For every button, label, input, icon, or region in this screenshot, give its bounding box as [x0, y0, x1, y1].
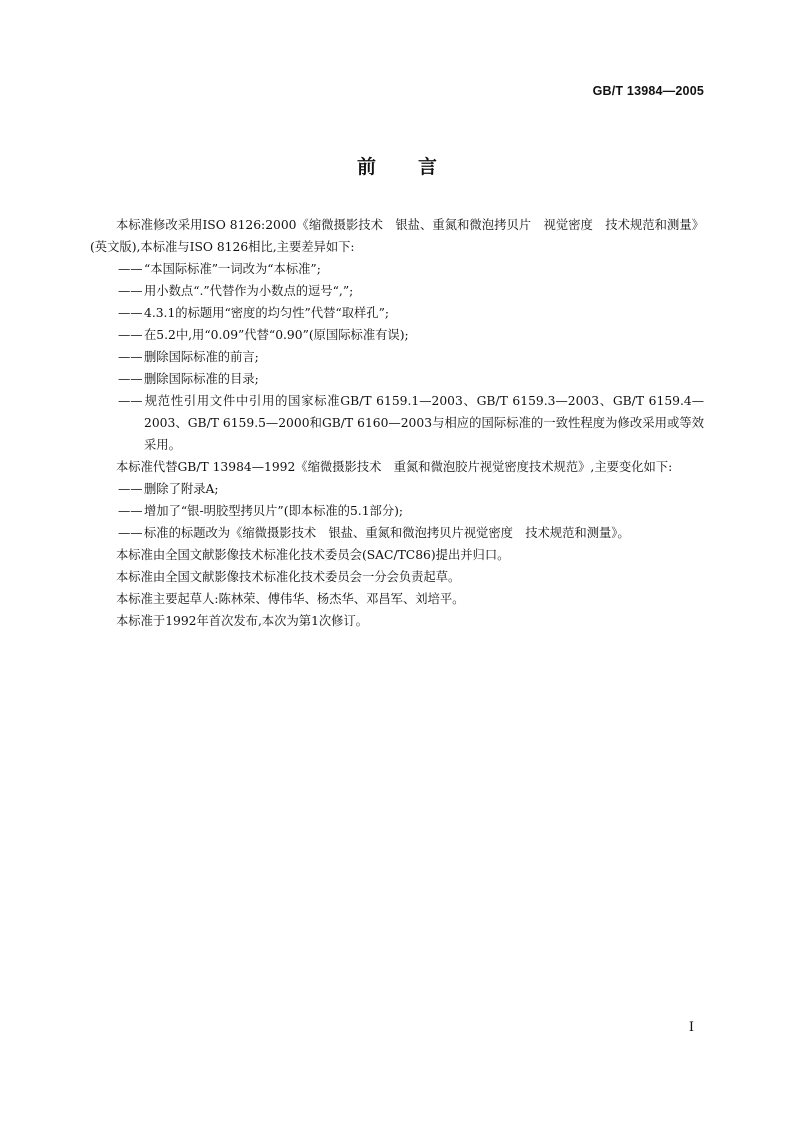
dash-marker: —— — [118, 328, 143, 342]
changes-list — [90, 478, 704, 544]
dash-marker: —— — [118, 394, 143, 408]
list-item: ——“本国际标准”一词改为“本标准”; — [90, 258, 704, 280]
proposal-paragraph: 本标准由全国文献影像技术标准化技术委员会(SAC/TC86)提出并归口。 — [116, 548, 510, 562]
list-item: ——4.3.1的标题用“密度的均匀性”代替“取样孔”; — [90, 302, 704, 324]
differences-list — [90, 258, 704, 456]
dash-marker: —— — [118, 504, 143, 518]
dash-marker: —— — [118, 262, 143, 276]
foreword-body — [90, 214, 704, 632]
dash-marker: —— — [118, 482, 143, 496]
dash-marker: —— — [118, 306, 143, 320]
intro-paragraph: 本标准修改采用ISO 8126:2000《缩微摄影技术 银盐、重氮和微泡拷贝片 视觉密度 技术规范和测量》(英文版),本标准与ISO 8126相比,主要差异如下: — [90, 218, 704, 254]
list-item: ——用小数点“.”代替作为小数点的逗号“,”; — [90, 280, 704, 302]
dash-marker: —— — [118, 526, 143, 540]
list-item: ——在5.2中,用“0.09”代替“0.90”(原国际标准有误); — [90, 324, 704, 346]
list-item: ——增加了“银-明胶型拷贝片”(即本标准的5.1部分); — [90, 500, 704, 522]
dash-marker: —— — [118, 372, 143, 386]
list-item: ——规范性引用文件中引用的国家标准GB/T 6159.1—2003、GB/T 6159.3—2003、GB/T 6159.4—2003、GB/T 6159.5—2000和GB/T 6160—2003与相应的国际标准的一致性程度为修改采用或等效采用。 — [90, 390, 704, 456]
dash-marker: —— — [118, 350, 143, 364]
drafters-paragraph: 本标准主要起草人:陈林荣、傅伟华、杨杰华、邓昌军、刘培平。 — [116, 592, 465, 606]
dash-marker: —— — [118, 284, 143, 298]
list-item: ——删除了附录A; — [90, 478, 704, 500]
replacement-paragraph: 本标准代替GB/T 13984—1992《缩微摄影技术 重氮和微泡胶片视觉密度技术规范》,主要变化如下: — [116, 460, 673, 474]
page-number: I — [688, 1020, 694, 1035]
list-item: ——删除国际标准的目录; — [90, 368, 704, 390]
page-title: 前言 — [356, 156, 479, 178]
history-paragraph: 本标准于1992年首次发布,本次为第1次修订。 — [116, 614, 369, 628]
list-item: ——标准的标题改为《缩微摄影技术 银盐、重氮和微泡拷贝片视觉密度 技术规范和测量》。 — [90, 522, 704, 544]
drafting-paragraph: 本标准由全国文献影像技术标准化技术委员会一分会负责起草。 — [116, 570, 461, 584]
list-item: ——删除国际标准的前言; — [90, 346, 704, 368]
standard-number: GB/T 13984—2005 — [592, 84, 704, 98]
